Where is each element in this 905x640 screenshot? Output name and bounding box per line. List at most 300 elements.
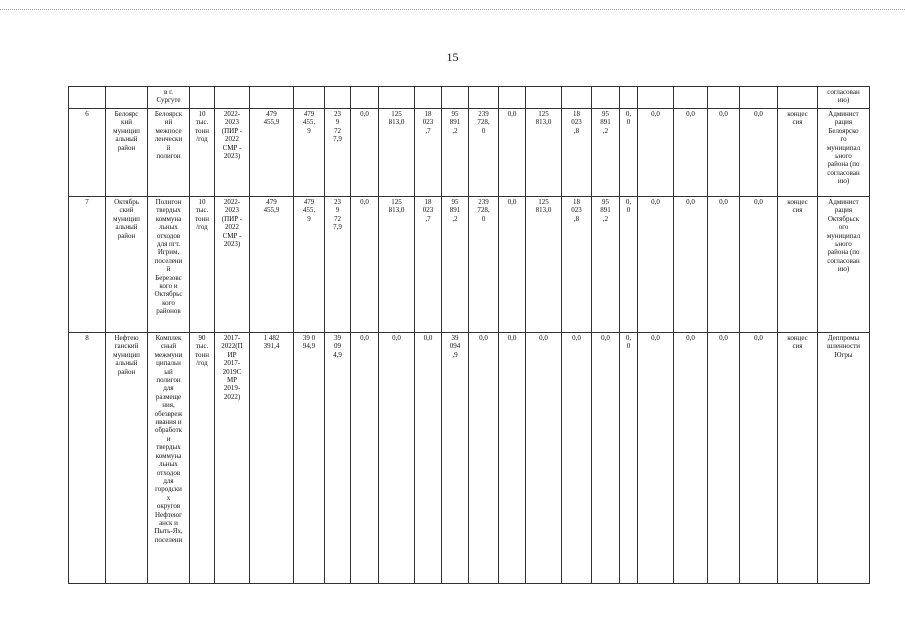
cell-c21: [740, 333, 778, 584]
cell-c6: [294, 197, 325, 333]
cell-line: межпосе: [155, 126, 182, 135]
table-row: [69, 109, 870, 197]
cell-line: й: [166, 143, 171, 152]
cell-line: Админист: [828, 198, 859, 206]
cell-line: 455,: [302, 118, 316, 127]
cell-c20: [708, 333, 740, 584]
cell-line: 10: [198, 110, 206, 118]
cell-facility: [148, 197, 190, 333]
cell-line: 0,0: [719, 110, 728, 118]
cell-line: 8: [85, 334, 89, 342]
cell-line: 0,0: [392, 334, 401, 342]
cell-c13: [499, 87, 526, 109]
cell-line: Октябрьс: [154, 290, 183, 299]
cell-facility: [148, 87, 190, 109]
cell-c6: [294, 109, 325, 197]
cell-c8: [351, 109, 379, 197]
cell-line: 95: [451, 198, 459, 206]
table-row: [69, 87, 870, 109]
cell-line: 0: [626, 118, 631, 127]
cell-line: для: [163, 384, 174, 393]
cell-line: ию): [837, 96, 850, 105]
cell-c5: [250, 109, 294, 197]
cell-mechanism: [778, 109, 818, 197]
cell-line: кого и: [159, 282, 178, 291]
cell-line: 18: [424, 110, 432, 118]
cell-line: ,2: [602, 126, 609, 135]
cell-line: полигон: [156, 152, 181, 161]
cell-line: 0: [481, 214, 486, 223]
cell-line: 7,9: [333, 223, 342, 232]
cell-line: ьного: [835, 152, 852, 161]
cell-c17: [620, 87, 638, 109]
cell-num: [69, 333, 106, 584]
cell-line: 891: [449, 118, 461, 127]
cell-line: 094: [449, 342, 461, 351]
cell-line: 0,0: [754, 334, 763, 342]
cell-line: 0,0: [479, 334, 488, 342]
cell-line: /год: [196, 223, 208, 232]
cell-line: 39: [334, 334, 341, 342]
cell-c8: [351, 87, 379, 109]
cell-line: 0,0: [686, 334, 695, 342]
cell-line: ский: [119, 206, 134, 215]
cell-c9: [379, 197, 415, 333]
cell-line: ,2: [452, 214, 458, 223]
investment-program-table: [68, 86, 870, 584]
cell-line: тыс.: [195, 206, 209, 215]
cell-c21: [740, 109, 778, 197]
cell-line: Полигон: [155, 198, 182, 206]
cell-c14: [526, 109, 562, 197]
cell-line: сия: [792, 206, 803, 215]
cell-line: 2022: [225, 135, 239, 144]
cell-line: муницип: [113, 126, 140, 135]
cell-line: ,7: [425, 214, 431, 223]
cell-period: [215, 197, 250, 333]
cell-line: 0,0: [719, 334, 728, 342]
cell-line: шленности: [826, 342, 861, 351]
cell-line: 125: [538, 110, 549, 118]
cell-line: 9: [335, 206, 340, 215]
cell-line: поселени: [154, 535, 183, 544]
cell-line: альный: [115, 223, 138, 232]
cell-line: Белоярс: [114, 110, 139, 118]
cell-capacity: [190, 197, 215, 333]
cell-line: 455,9: [263, 206, 280, 215]
cell-line: 9: [307, 126, 311, 135]
cell-line: 95: [451, 110, 459, 118]
cell-executor: [818, 333, 870, 584]
cell-c7: [325, 333, 351, 584]
cell-capacity: [190, 109, 215, 197]
cell-c20: [708, 197, 740, 333]
cell-mechanism: [778, 197, 818, 333]
cell-period: [215, 109, 250, 197]
cell-line: 2022): [223, 392, 241, 401]
cell-line: Сургуте: [156, 96, 181, 105]
cell-line: 813,0: [388, 118, 405, 127]
cell-line: Деппромы: [827, 334, 860, 342]
cell-line: 0,0: [423, 334, 433, 342]
cell-c11: [442, 333, 469, 584]
cell-line: ию): [837, 265, 850, 274]
cell-line: 6: [85, 110, 89, 118]
cell-c10: [415, 109, 442, 197]
cell-c21: [740, 87, 778, 109]
cell-c16: [592, 109, 620, 197]
cell-line: Админист: [828, 110, 859, 118]
cell-line: 0,0: [507, 198, 517, 206]
cell-line: для пгт.: [157, 240, 180, 249]
cell-num: [69, 87, 106, 109]
cell-c16: [592, 333, 620, 584]
cell-line: 09: [334, 342, 341, 351]
cell-line: 0,0: [572, 334, 581, 342]
cell-c11: [442, 109, 469, 197]
cell-executor: [818, 109, 870, 197]
cell-line: тонн: [195, 214, 209, 223]
cell-line: 95: [602, 198, 609, 206]
cell-line: анск и: [159, 518, 178, 527]
cell-c13: [499, 109, 526, 197]
cell-line: муницип: [113, 214, 140, 223]
cell-line: Комплек: [155, 334, 182, 342]
cell-line: согласован: [827, 256, 860, 265]
cell-line: 2023: [225, 206, 239, 215]
cell-line: 023: [571, 118, 582, 127]
cell-line: 0,: [625, 110, 632, 118]
cell-line: 0,0: [601, 334, 610, 342]
cell-line: 891: [449, 206, 461, 215]
cell-line: й: [166, 265, 171, 274]
cell-line: СМР -: [222, 143, 242, 152]
cell-c15: [562, 197, 592, 333]
cell-line: го: [840, 135, 847, 144]
cell-line: 728,: [477, 118, 490, 127]
cell-municipality: [106, 87, 148, 109]
cell-line: 391,4: [263, 342, 280, 351]
cell-c17: [620, 109, 638, 197]
cell-line: 0,0: [539, 334, 548, 342]
cell-c18: [638, 87, 674, 109]
cell-line: 0,0: [360, 334, 369, 342]
cell-line: коммуна: [155, 214, 182, 223]
cell-c12: [469, 109, 499, 197]
cell-c19: [674, 333, 708, 584]
cell-line: тонн: [195, 350, 209, 359]
cell-line: тыс.: [195, 342, 209, 351]
cell-c9: [379, 333, 415, 584]
table-row: [69, 197, 870, 333]
cell-line: 125: [391, 110, 402, 118]
cell-line: (ПИР -: [221, 126, 243, 135]
cell-line: СМР -: [222, 231, 242, 240]
cell-line: ганский: [114, 342, 139, 351]
cell-mechanism: [778, 87, 818, 109]
cell-line: 18: [424, 198, 432, 206]
cell-line: рация: [834, 206, 853, 215]
cell-c20: [708, 109, 740, 197]
cell-line: тонн: [195, 126, 209, 135]
cell-c6: [294, 87, 325, 109]
cell-c8: [351, 197, 379, 333]
cell-c5: [250, 87, 294, 109]
cell-num: [69, 109, 106, 197]
cell-line: 0,0: [507, 110, 517, 118]
cell-line: 125: [538, 198, 549, 206]
cell-line: 0,0: [651, 334, 660, 342]
cell-line: 1 482: [263, 334, 280, 342]
table-body: [69, 87, 870, 584]
cell-line: Белоярск: [154, 110, 183, 118]
cell-line: округов: [156, 502, 181, 511]
cell-c12: [469, 197, 499, 333]
cell-c5: [250, 333, 294, 584]
cell-line: 2022-: [223, 110, 241, 118]
cell-line: ,2: [452, 126, 458, 135]
cell-period: [215, 87, 250, 109]
cell-line: отходов: [156, 231, 181, 240]
cell-line: 239: [478, 110, 489, 118]
cell-line: 72: [334, 214, 341, 223]
cell-line: 023: [571, 206, 582, 215]
cell-line: 023: [422, 118, 434, 127]
cell-c16: [592, 87, 620, 109]
cell-line: 2023): [223, 152, 241, 161]
cell-line: 813,0: [535, 118, 552, 127]
cell-line: ию): [837, 177, 850, 186]
cell-c15: [562, 87, 592, 109]
cell-line: Белоярско: [828, 126, 859, 135]
cell-c19: [674, 109, 708, 197]
cell-line: 891: [600, 206, 611, 215]
cell-line: 39 0: [302, 334, 316, 342]
cell-line: 0,: [625, 334, 632, 342]
cell-line: 94,9: [302, 342, 316, 351]
cell-line: 0,0: [507, 334, 517, 342]
cell-line: МР: [226, 376, 238, 385]
cell-line: ьного: [835, 240, 852, 249]
cell-c20: [708, 87, 740, 109]
cell-line: 0,0: [754, 110, 763, 118]
cell-c18: [638, 333, 674, 584]
cell-line: льных: [159, 223, 178, 232]
cell-capacity: [190, 333, 215, 584]
cell-c11: [442, 197, 469, 333]
cell-executor: [818, 197, 870, 333]
cell-facility: [148, 333, 190, 584]
cell-facility: [148, 109, 190, 197]
cell-line: 90: [198, 334, 206, 342]
cell-line: 023: [422, 206, 434, 215]
cell-line: согласован: [827, 168, 860, 177]
cell-line: 2022(П: [221, 342, 243, 351]
cell-line: 10: [198, 198, 206, 206]
cell-line: 4,9: [333, 350, 342, 359]
cell-c7: [325, 197, 351, 333]
cell-line: /год: [196, 135, 208, 144]
cell-line: 479: [266, 198, 277, 206]
cell-line: района (по: [827, 248, 860, 257]
cell-line: 72: [334, 126, 341, 135]
cell-line: Югры: [834, 350, 853, 359]
cell-line: 2019С: [222, 367, 242, 376]
cell-c12: [469, 333, 499, 584]
cell-line: 23: [334, 110, 341, 118]
cell-line: размеще: [155, 392, 182, 401]
cell-line: в г.: [164, 88, 173, 96]
cell-line: район: [117, 143, 136, 152]
cell-line: 18: [573, 198, 580, 206]
cell-line: обезвреж: [154, 409, 183, 418]
cell-line: /год: [196, 359, 208, 368]
cell-line: 455,: [302, 206, 316, 215]
cell-municipality: [106, 333, 148, 584]
cell-line: ципальн: [156, 359, 181, 368]
cell-line: Пыть-Ях,: [154, 527, 183, 536]
cell-c7: [325, 109, 351, 197]
cell-line: кий: [121, 118, 132, 127]
cell-line: ый: [164, 367, 173, 376]
cell-capacity: [190, 87, 215, 109]
cell-c9: [379, 109, 415, 197]
cell-line: 95: [602, 110, 609, 118]
cell-line: 0,0: [360, 110, 369, 118]
cell-line: 891: [600, 118, 611, 127]
cell-line: Нефтею: [114, 334, 139, 342]
cell-c11: [442, 87, 469, 109]
cell-line: районов: [156, 307, 181, 316]
cell-c8: [351, 333, 379, 584]
cell-line: 479: [266, 110, 277, 118]
cell-line: городски: [155, 485, 182, 494]
cell-line: Нефтеюг: [154, 510, 183, 519]
cell-line: муницип: [113, 350, 140, 359]
cell-c9: [379, 87, 415, 109]
cell-line: ого: [838, 223, 849, 232]
cell-line: полигон: [156, 376, 181, 385]
cell-municipality: [106, 109, 148, 197]
cell-line: 0,0: [686, 198, 695, 206]
cell-line: для: [163, 476, 174, 485]
cell-line: район: [117, 367, 136, 376]
cell-line: 9: [335, 118, 340, 127]
cell-line: ,7: [425, 126, 431, 135]
cell-line: 9: [307, 214, 311, 223]
cell-line: 18: [573, 110, 580, 118]
cell-line: Октябрь: [114, 198, 139, 206]
cell-line: ленчески: [154, 135, 183, 144]
cell-line: твердых: [156, 206, 181, 215]
cell-period: [215, 333, 250, 584]
cell-line: тыс.: [195, 118, 209, 127]
cell-line: район: [117, 231, 136, 240]
cell-line: твердых: [156, 443, 181, 452]
cell-c5: [250, 197, 294, 333]
cell-line: 2023: [225, 118, 239, 127]
cell-line: 2017-: [223, 334, 241, 342]
cell-line: и: [166, 434, 171, 443]
cell-c10: [415, 333, 442, 584]
cell-c14: [526, 87, 562, 109]
cell-line: 728,: [477, 206, 490, 215]
cell-line: льных: [159, 460, 178, 469]
cell-line: Октябрьск: [827, 214, 860, 223]
cell-c10: [415, 87, 442, 109]
cell-c15: [562, 333, 592, 584]
cell-c16: [592, 197, 620, 333]
cell-line: Березовс: [155, 273, 182, 282]
cell-line: 23: [334, 198, 341, 206]
cell-c10: [415, 197, 442, 333]
cell-line: 0,0: [754, 198, 763, 206]
cell-c7: [325, 87, 351, 109]
cell-line: 479: [303, 110, 315, 118]
cell-line: концес: [787, 198, 808, 206]
cell-line: 813,0: [535, 206, 552, 215]
cell-line: кого: [162, 298, 175, 307]
cell-line: 39: [451, 334, 459, 342]
cell-c18: [638, 197, 674, 333]
cell-c18: [638, 109, 674, 197]
cell-line: 7,9: [333, 135, 342, 144]
cell-line: 2022: [225, 223, 239, 232]
page-number: 15: [446, 50, 459, 64]
cell-mechanism: [778, 333, 818, 584]
cell-line: 479: [303, 198, 315, 206]
cell-line: 7: [85, 198, 89, 206]
cell-line: 0,0: [651, 198, 660, 206]
cell-line: сия: [792, 118, 803, 127]
cell-line: сный: [160, 342, 177, 351]
cell-line: района (по: [827, 160, 860, 169]
cell-line: 455,9: [263, 118, 280, 127]
cell-line: поселени: [154, 256, 183, 265]
cell-line: 0,0: [651, 110, 660, 118]
cell-c6: [294, 333, 325, 584]
cell-line: коммуна: [155, 451, 182, 460]
cell-c15: [562, 109, 592, 197]
cell-c13: [499, 333, 526, 584]
cell-line: 2017-: [223, 359, 241, 368]
cell-line: (ПИР -: [221, 214, 243, 223]
cell-c17: [620, 197, 638, 333]
cell-line: 0,0: [686, 110, 695, 118]
cell-num: [69, 197, 106, 333]
cell-c14: [526, 197, 562, 333]
cell-municipality: [106, 197, 148, 333]
cell-line: ИР: [227, 350, 237, 359]
cell-line: концес: [787, 110, 808, 118]
cell-line: муниципал: [826, 231, 861, 240]
cell-line: ,9: [452, 350, 458, 359]
cell-line: межмуни: [154, 350, 183, 359]
cell-line: 0,: [625, 198, 632, 206]
cell-line: муниципал: [826, 143, 861, 152]
cell-line: 0: [626, 342, 631, 351]
cell-line: 0: [481, 126, 486, 135]
cell-c14: [526, 333, 562, 584]
cell-line: согласован: [827, 88, 860, 96]
cell-line: отходов: [156, 468, 181, 477]
scan-top-edge: [0, 9, 905, 10]
cell-line: альный: [115, 135, 138, 144]
cell-line: 2022-: [223, 198, 241, 206]
cell-line: 125: [391, 198, 402, 206]
cell-line: обработк: [154, 426, 183, 435]
cell-line: ,8: [573, 126, 580, 135]
